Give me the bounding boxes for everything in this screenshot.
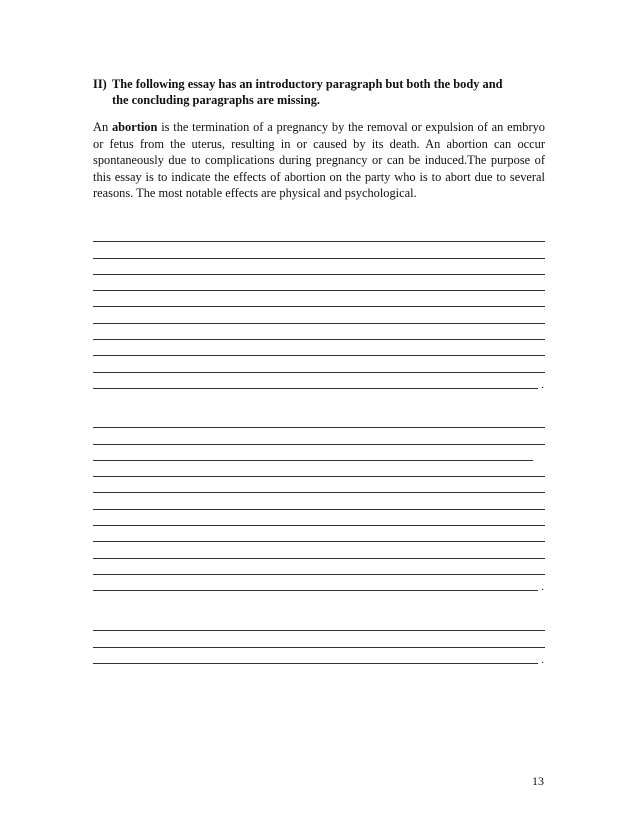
- answer-line[interactable]: [93, 477, 545, 493]
- instruction-text-1: The following essay has an introductory paragraph but both the body and: [112, 77, 503, 91]
- answer-line[interactable]: [93, 631, 545, 647]
- answer-line[interactable]: [93, 324, 545, 340]
- answer-line[interactable]: [93, 461, 545, 477]
- answer-line[interactable]: [93, 559, 545, 575]
- instruction-line-2: the concluding paragraphs are missing.: [112, 93, 321, 107]
- answer-line[interactable]: [93, 445, 533, 461]
- line-end-mark: .: [541, 378, 544, 391]
- answer-line[interactable]: [93, 493, 545, 509]
- answer-line[interactable]: [93, 412, 545, 428]
- answer-line[interactable]: [93, 542, 545, 558]
- introductory-paragraph: [93, 119, 545, 202]
- answer-block-body-2[interactable]: [93, 412, 545, 594]
- page-number: 13: [532, 774, 544, 788]
- instruction-heading: [93, 76, 545, 108]
- answer-line[interactable]: [93, 526, 545, 542]
- answer-line[interactable]: [93, 259, 545, 275]
- intro-prefix: An: [93, 120, 112, 134]
- answer-line[interactable]: [93, 340, 545, 356]
- line-end-mark: .: [541, 653, 544, 666]
- instruction-line-1: [93, 76, 545, 92]
- answer-line[interactable]: [93, 373, 544, 391]
- answer-line[interactable]: [93, 226, 545, 242]
- answer-line[interactable]: [93, 648, 544, 666]
- answer-line[interactable]: [93, 615, 545, 631]
- instruction-number: II): [93, 77, 107, 91]
- answer-line[interactable]: [93, 307, 545, 323]
- intro-text: is the termination of a pregnancy by the removal or expulsion of an embryo or fetus from the uterus, resulting in or caused by its death. An abortion can occur spontaneously due to complications during pregnancy or can be induced.The purpose of this essay is to indicate the effects of abortion on the party who is to abort due to several reasons. The most notable effects are physical and psychological.: [93, 120, 545, 201]
- answer-line[interactable]: [93, 291, 545, 307]
- answer-line[interactable]: [93, 275, 545, 291]
- answer-block-body-1[interactable]: [93, 226, 545, 389]
- answer-line[interactable]: [93, 242, 545, 258]
- answer-block-conclusion[interactable]: [93, 615, 545, 664]
- answer-line[interactable]: [93, 428, 545, 444]
- answer-line[interactable]: [93, 356, 545, 372]
- line-end-mark: .: [541, 581, 544, 594]
- answer-line[interactable]: [93, 575, 544, 594]
- answer-line[interactable]: [93, 510, 545, 526]
- intro-term: abortion: [111, 120, 158, 134]
